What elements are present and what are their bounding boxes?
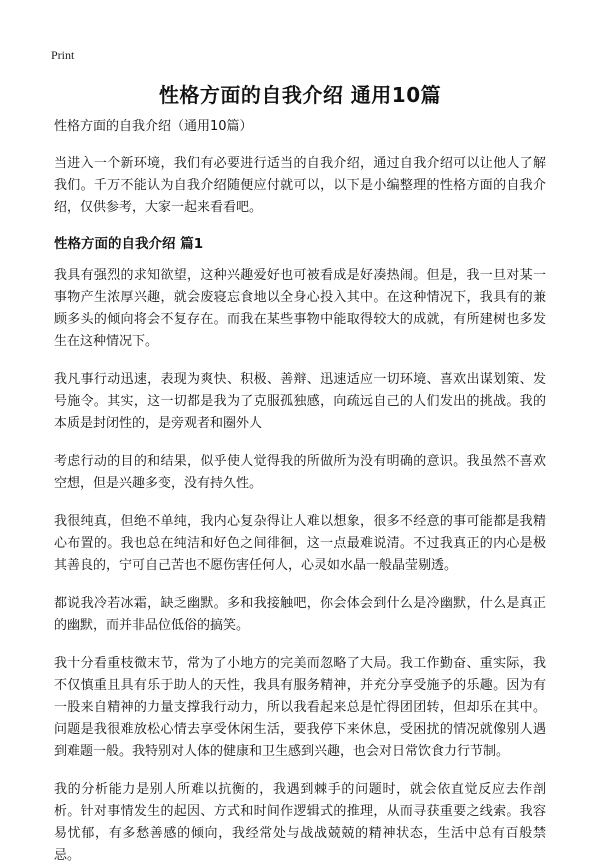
section-heading: 性格方面的自我介绍 篇1 [54,236,204,252]
document-title: 性格方面的自我介绍 通用10篇 [158,83,442,107]
body-paragraph: 我很纯真，但绝不单纯，我内心复杂得让人难以想象，很多不经意的事可能都是我精心布置的。我也总在纯洁和好色之间徘徊，这一点最难说清。不过我真正的内心是极其善良的，宁可自己苦也不愿伤害任何人，心灵如水晶一般晶莹剔透。 [54,514,546,573]
print-link[interactable]: Print [51,48,75,62]
body-paragraph: 我十分看重枝微末节，常为了小地方的完美而忽略了大局。我工作勤奋、重实际，我不仅慎重且具有乐于助人的天性，我具有服务精神，并充分享受施予的乐趣。因为有一股来自精神的力量支撑我行动力，所以我看起来总是忙得团团转，但却乐在其中。问题是我很难放松心情去享受休闲生活，要我停下来休息，受困扰的情况就像别人遇到难题一般。我特别对人体的健康和卫生感到兴趣，也会对日常饮食力行节制。 [54,656,546,759]
body-paragraph: 我凡事行动迅速，表现为爽快、积极、善辩、迅速适应一切环境、喜欢出谋划策、发号施令。其实，这一切都是我为了克服孤独感，向疏远自己的人们发出的挑战。我的本质是封闭性的，是旁观者和圈外人 [54,372,546,431]
body-paragraph: 我具有强烈的求知欲望，这种兴趣爱好也可被看成是好凑热闹。但是，我一旦对某一事物产生浓厚兴趣，就会废寝忘食地以全身心投入其中。在这种情况下，我具有的兼顾多头的倾向将会不复存在。而我在某些事物中能取得较大的成就，有所建树也多发生在这种情况下。 [54,268,546,349]
body-paragraph: 考虑行动的目的和结果，似乎使人觉得我的所做所为没有明确的意识。我虽然不喜欢空想，但是兴趣多变，没有持久性。 [54,454,546,491]
intro-paragraph: 当进入一个新环境，我们有必要进行适当的自我介绍，通过自我介绍可以让他人了解我们。千万不能认为自我介绍随便应付就可以，以下是小编整理的性格方面的自我介绍，仅供参考，大家一起来看看吧。 [54,156,546,215]
body-paragraph: 都说我冷若冰霜，缺乏幽默。多和我接触吧，你会体会到什么是冷幽默，什么是真正的幽默，而并非品位低俗的搞笑。 [54,596,546,633]
body-paragraph: 我的分析能力是别人所难以抗衡的，我遇到棘手的问题时，就会依直觉反应去作剖析。针对事情发生的起因、方式和时间作逻辑式的推理，从而寻获重要之线索。我容易忧郁，有多愁善感的倾向，我经常处与战战兢兢的精神状态，生活中总有百般禁忌。 [54,782,546,863]
document-subtitle: 性格方面的自我介绍（通用10篇） [54,119,253,134]
